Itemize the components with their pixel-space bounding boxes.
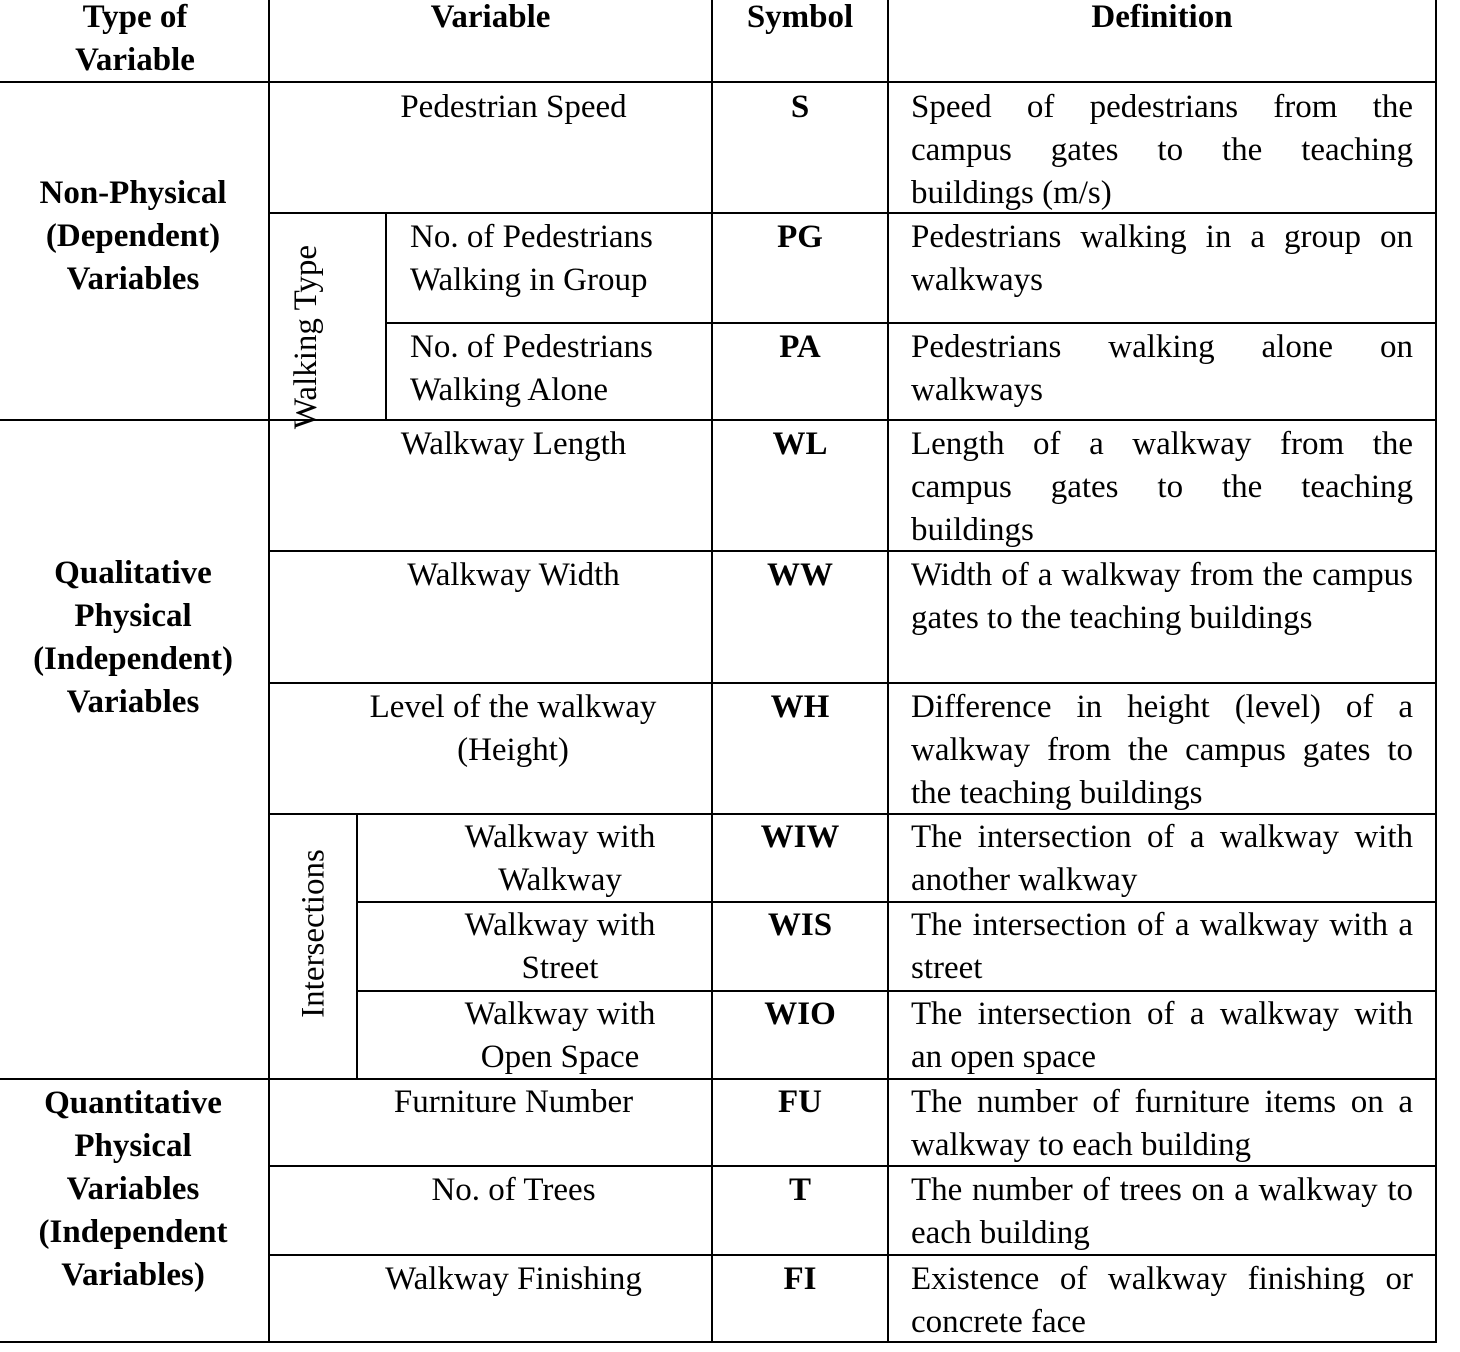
subgroup-intersections: Intersections xyxy=(295,849,332,1018)
symbol-cell: WL xyxy=(772,426,828,462)
symbol-cell: WH xyxy=(770,689,830,725)
rule xyxy=(386,322,1437,324)
symbol-cell: WIS xyxy=(767,907,833,943)
definition-cell: The number of furniture items on a walkway to each building xyxy=(911,1084,1413,1163)
group-quantitative: Quantitative Physical Variables (Independent Variables) xyxy=(38,1085,228,1293)
variable-cell: No. of Pedestrians Walking Alone xyxy=(410,329,653,408)
rule xyxy=(711,0,713,1343)
variable-cell: No. of Trees xyxy=(431,1172,596,1208)
symbol-cell: WW xyxy=(767,557,833,593)
header-symbol: Symbol xyxy=(746,0,854,35)
variable-cell: Walkway Length xyxy=(400,426,627,462)
definition-cell: Length of a walkway from the campus gates to the teaching buildings xyxy=(911,426,1413,548)
definition-cell: The intersection of a walkway with a street xyxy=(911,907,1413,986)
rule xyxy=(268,682,1437,684)
header-variable: Variable xyxy=(430,0,551,35)
variable-cell: Furniture Number xyxy=(393,1084,634,1120)
symbol-cell: S xyxy=(790,89,810,125)
variable-cell: Walkway Finishing xyxy=(385,1261,642,1297)
variable-cell: No. of Pedestrians Walking in Group xyxy=(410,219,653,298)
definition-cell: Speed of pedestrians from the campus gates to the teaching buildings (m/s) xyxy=(911,89,1413,211)
symbol-cell: PG xyxy=(777,219,823,255)
variable-cell: Walkway with Street xyxy=(464,907,656,986)
variable-cell: Walkway with Walkway xyxy=(464,819,656,898)
rule xyxy=(887,0,889,1343)
symbol-cell: WIO xyxy=(764,996,836,1032)
variable-cell: Level of the walkway (Height) xyxy=(369,689,657,768)
definition-cell: The intersection of a walkway with an open space xyxy=(911,996,1413,1075)
rule xyxy=(0,419,1437,421)
variable-cell: Walkway Width xyxy=(407,557,620,593)
group-qualitative: Qualitative Physical (Independent) Variables xyxy=(33,555,233,720)
symbol-cell: PA xyxy=(779,329,821,365)
symbol-cell: FI xyxy=(783,1261,817,1297)
definition-cell: The number of trees on a walkway to each building xyxy=(911,1172,1413,1251)
definition-cell: Width of a walkway from the campus gates to the teaching buildings xyxy=(911,557,1413,636)
rule xyxy=(1435,0,1437,1343)
variable-cell: Pedestrian Speed xyxy=(400,89,627,125)
subgroup-walking-type: Walking Type xyxy=(288,244,324,430)
definition-cell: Pedestrians walking in a group on walkways xyxy=(911,219,1413,298)
rule xyxy=(385,212,387,421)
header-type: Type of Variable xyxy=(75,0,195,78)
symbol-cell: T xyxy=(788,1172,811,1208)
variable-cell: Walkway with Open Space xyxy=(464,996,656,1075)
symbol-cell: FU xyxy=(778,1084,822,1120)
header-definition: Definition xyxy=(1091,0,1233,35)
symbol-cell: WIW xyxy=(760,819,840,855)
definition-cell: Difference in height (level) of a walkway from the campus gates to the teaching buildings xyxy=(911,689,1413,811)
definition-cell: Existence of walkway finishing or concrete face xyxy=(911,1261,1413,1340)
group-non-physical: Non-Physical (Dependent) Variables xyxy=(39,175,227,297)
rule xyxy=(357,990,1437,992)
definition-cell: Pedestrians walking alone on walkways xyxy=(911,329,1413,408)
rule xyxy=(268,0,270,1343)
rule xyxy=(356,813,358,1080)
definition-cell: The intersection of a walkway with another walkway xyxy=(911,819,1413,898)
